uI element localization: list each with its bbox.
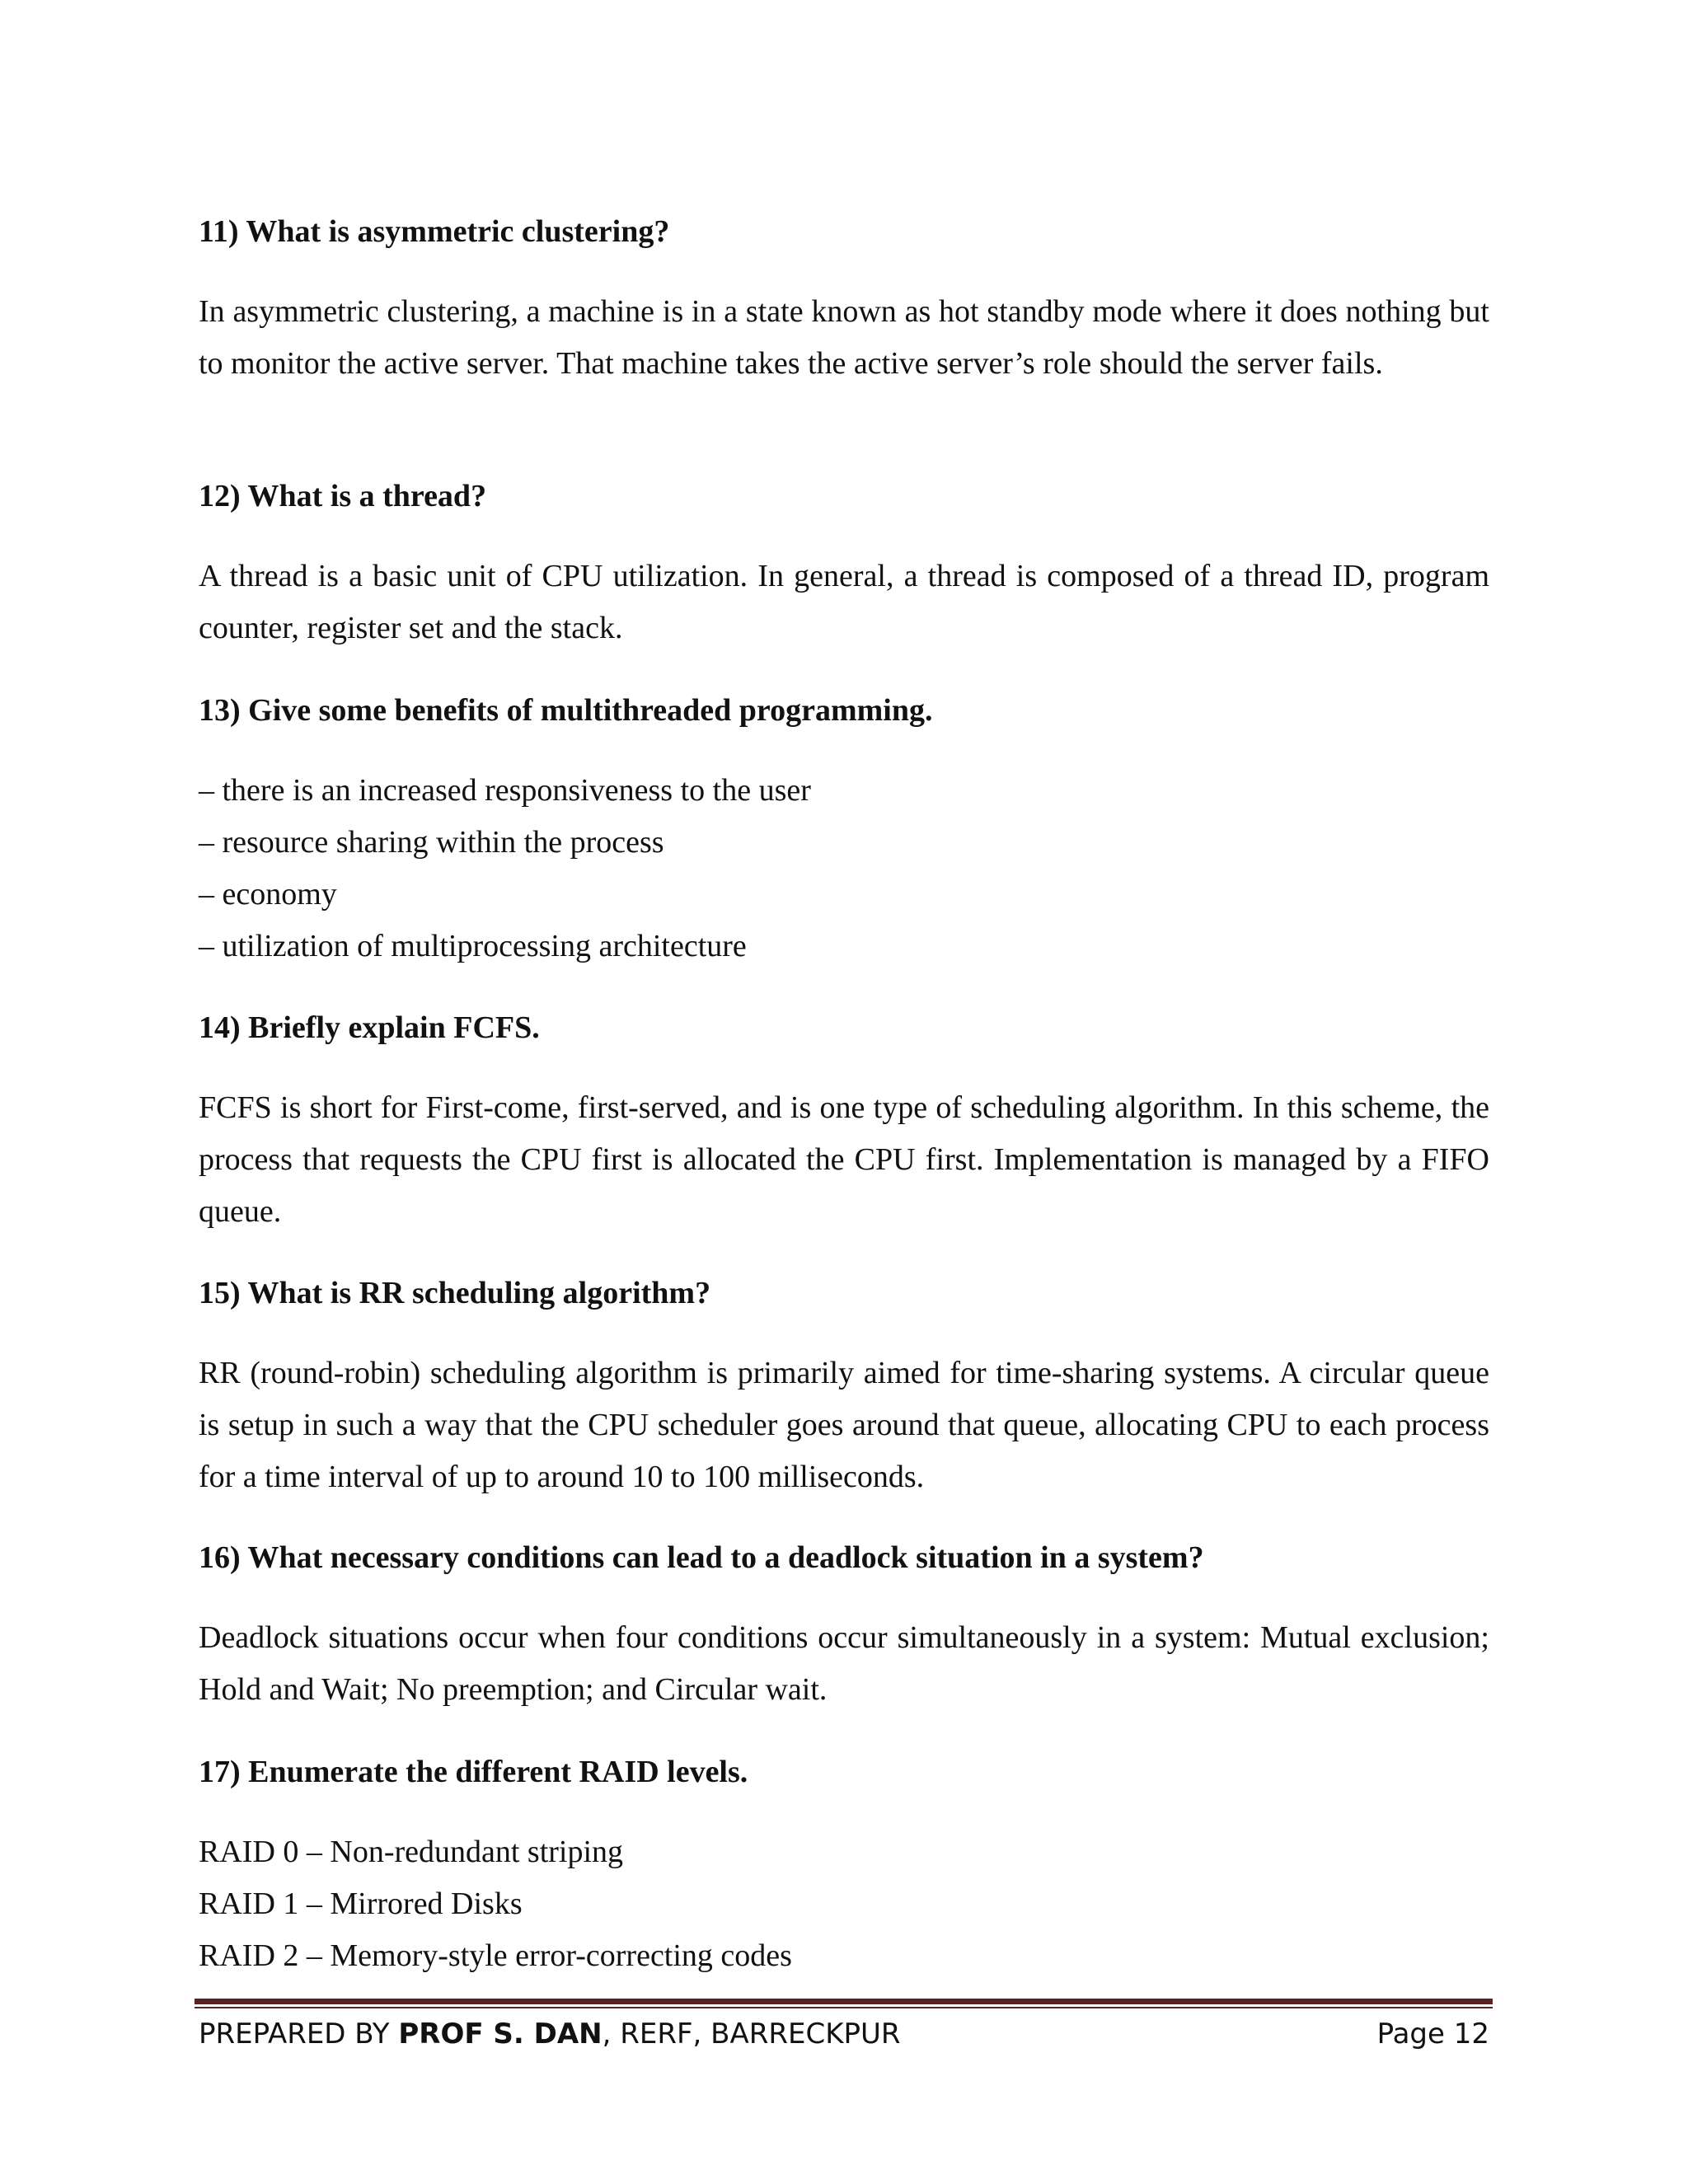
page-footer — [199, 2013, 1489, 2055]
answer-paragraph-12: A thread is a basic unit of CPU utilization. In general, a thread is composed of a thread ID, program counter, register set and the stack. — [199, 559, 1489, 645]
footer-author: PROF S. DAN — [398, 2018, 603, 2050]
question-heading-15: 15) What is RR scheduling algorithm? — [199, 1276, 711, 1310]
question-heading-16: 16) What necessary conditions can lead to a deadlock situation in a system? — [199, 1540, 1204, 1575]
footer-credit — [199, 2013, 901, 2055]
footer-prefix: PREPARED BY — [199, 2018, 399, 2050]
list-item: RAID 2 – Memory-style error-correcting codes — [199, 1938, 792, 1973]
footer-suffix: , RERF, BARRECKPUR — [602, 2018, 901, 2050]
list-item: RAID 1 – Mirrored Disks — [199, 1886, 523, 1921]
question-heading-12: 12) What is a thread? — [199, 479, 487, 513]
list-item: – economy — [199, 877, 337, 912]
answer-paragraph-11: In asymmetric clustering, a machine is in a state known as hot standby mode where it does nothing but to monitor the active server. That machine takes the active server’s role should the server fails. — [199, 294, 1489, 381]
benefits-list — [199, 765, 811, 972]
list-item: – utilization of multiprocessing architecture — [199, 929, 747, 963]
question-heading-17: 17) Enumerate the different RAID levels. — [199, 1755, 748, 1789]
footer-rule — [195, 1999, 1493, 2004]
question-heading-13: 13) Give some benefits of multithreaded programming. — [199, 693, 933, 728]
footer-rule-thin — [195, 2007, 1493, 2008]
answer-paragraph-14: FCFS is short for First-come, first-served, and is one type of scheduling algorithm. In this scheme, the process that requests the CPU first is allocated the CPU first. Implementation is managed by a FIFO queue. — [199, 1090, 1489, 1229]
raid-levels-list — [199, 1826, 792, 1982]
answer-paragraph-15: RR (round-robin) scheduling algorithm is primarily aimed for time-sharing systems. A circular queue is setup in such a way that the CPU scheduler goes around that queue, allocating CPU to each process for a time interval of up to around 10 to 100 milliseconds. — [199, 1356, 1489, 1494]
question-heading-11: 11) What is asymmetric clustering? — [199, 214, 670, 249]
page-number: Page 12 — [1376, 2018, 1489, 2050]
list-item: – there is an increased responsiveness to the user — [199, 773, 811, 808]
list-item: RAID 0 – Non-redundant striping — [199, 1835, 624, 1869]
list-item: – resource sharing within the process — [199, 825, 664, 860]
answer-paragraph-16: Deadlock situations occur when four conditions occur simultaneously in a system: Mutual exclusion; Hold and Wait; No preemption; and Circular wait. — [199, 1620, 1489, 1707]
question-heading-14: 14) Briefly explain FCFS. — [199, 1010, 540, 1045]
